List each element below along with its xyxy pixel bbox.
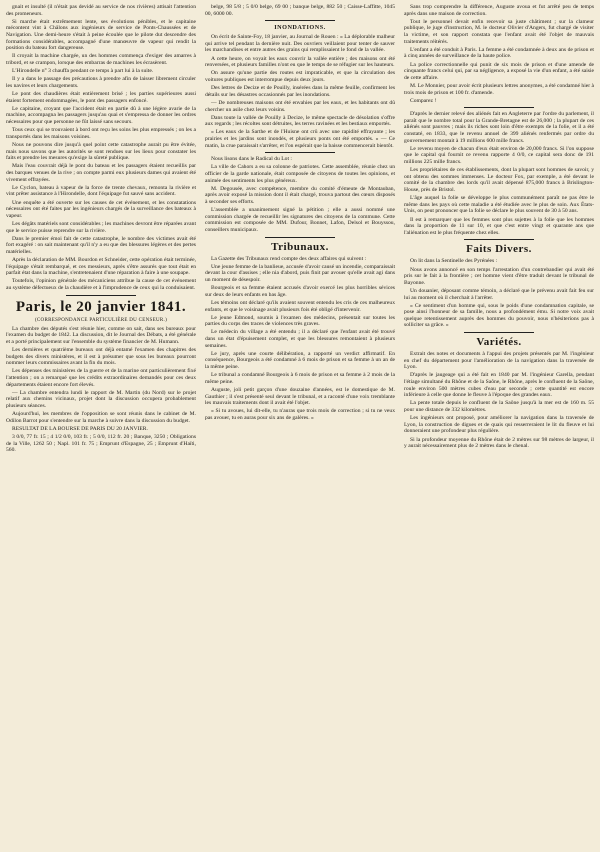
paragraph: Comparez !: [410, 97, 437, 104]
paragraph: Les propriétaires de ces établissements, dont la plupart sont hommes de savoir, y ont obtenu des sommes immenses. Le docteur Fox, par exemple, a été devant le comité de la chambre des lords qu'il avait dépensé 875,000 francs à Brislington-House, près de Bristol.: [404, 167, 594, 193]
columns: [6, 4, 594, 852]
section-divider: [464, 332, 534, 333]
paragraph: L'assemblée a unanimement signé la pétition ; elle a aussi nommé une commission chargée de recueillir les signatures des citoyens de la commune. Cette commission est composée de MM. Dufour, Bonnet, Lafon, Delsol et Bouyssou, conseillers municipaux.: [205, 207, 395, 233]
paragraph: M. Le Monnier, pour avoir écrit plusieurs lettres anonymes, a été condamné hier à trois mois de prison et 100 fr. d'amende.: [404, 82, 594, 96]
paragraph: Il croyait la machine chargée, un des hommes commença d'exiger des amarres à tribord, et se crampon, lorsque des embarras de machines les écrasèrent.: [6, 53, 196, 66]
paragraph: Des lettres de Decize et de Pouilly, insérées dans la même feuille, confirment les détails sur les désastres occasionnés par les inondations.: [205, 85, 395, 98]
paragraph: « Ce sentiment d'un homme qui, sous le poids d'une condamnation capitale, se pose ainsi l'honneur de sa famille, nous a profondément ému. Si notre voix avait quelque retentissement auprès des hommes du pouvoir, nous n'hésiterions pas à solliciter sa grâce. »: [404, 302, 594, 329]
column-2: [205, 4, 395, 852]
paragraph: On assure qu'une partie des routes est impraticable, et que la circulation des voitures publiques est interrompue depuis deux jours.: [205, 70, 395, 83]
paragraph: Toutefois, l'opinion générale des mécaniciens attribue la cause de cet événement au système défectueux de la chaudière et à l'imprudence de ceux qui la conduisaient.: [6, 278, 196, 292]
paragraph: Le tribunal a condamné Bourgeois à 6 mois de prison et sa femme à 2 mois de la même peine.: [205, 372, 395, 385]
paragraph: Si la profondeur moyenne du Rhône était de 2 mètres sur 98 mètres de largeur, il y aurait nécessairement plus de 2 mètres dans le chenal.: [404, 436, 594, 450]
paragraph: Il y a dans le passage des précautions à prendre afin de laisser librement circuler les navires et leurs chargements.: [6, 76, 196, 89]
paragraph: Si marche était extrêmement lente, ses évolutions pénibles, et le capitaine mécontent vint à Châlons aux ingénieurs de service de Ponts-Chaussées et de Navigation. Une demi-heure s'était à peine écoulée que le pilote dut descendre des formations considérables, accompagné d'une manœuvre de vapeur qui rendit la position du bateau fort dangereuse.: [6, 18, 196, 52]
paragraph: Sans trop comprendre la différence, Auguste avoua et fut arrêté peu de temps après dans une maison de correction.: [404, 4, 594, 17]
paragraph: Le Cyclon, bateau à vapeur de la force de trente chevaux, remonta la rivière et vint prêter assistance à l'Hirondelle, dont l'équipage fut sauvé sans accident.: [6, 184, 196, 198]
paragraph: Auguste, joli petit garçon d'une douzaine d'années, est le domestique de M. Gauthier ; il s'est présenté seul devant le tribunal, et a raconté d'une voix tremblante les mauvais traitements dont il avait été l'objet.: [205, 387, 395, 407]
section-divider: [265, 152, 335, 153]
paragraph: Le jeune Edmond, soumis à l'examen des médecins, présentait sur toutes les parties du corps des traces de violences très graves.: [205, 314, 395, 328]
paragraph: M. Degousée, avec compétence, membre du comité d'émeute de Montauban, après avoir exposé la mission dont il était chargé, trouva partout des cœurs disposés à seconder ses efforts.: [205, 185, 395, 205]
paragraph: Nous avons annoncé en son temps l'arrestation d'un contrebandier qui avait été pris sur le fait à la frontière ; cet homme vient d'être traduit devant le tribunal de Bayonne.: [404, 266, 594, 286]
paragraph: Les dégâts matériels sont considérables ; les machines devront être réparées avant que le service puisse reprendre sur la rivière.: [6, 220, 196, 234]
paragraph: Une enquête a été ouverte sur les causes de cet événement, et les constatations nécessaires ont été faites par les ingénieurs chargés de la surveillance des bateaux à vapeur.: [6, 199, 196, 219]
paragraph: Après la déclaration de MM. Bourdon et Schneider, cette opération était terminée, l'équipage s'était rembarqué, et ces messieurs, après s'être assurés que tout était en parfait état dans la machine, s'entretenaient d'une réparation à faire à une soupape.: [6, 257, 196, 277]
paragraph: La chambre des députés s'est réunie hier, comme on sait, dans ses bureaux pour l'examen du budget de 1842. La discussion, dit le Journal des Débats, a été générale et a porté principalement sur l'ensemble du système financier de M. Humann.: [6, 325, 196, 345]
section-heading: INONDATIONS.: [274, 24, 326, 32]
paragraph: Les ingénieurs ont proposé, pour améliorer la navigation dans la traversée de Lyon, la construction de digues et de quais qui resserreraient le lit du fleuve et lui donneraient une profondeur plus régulière.: [404, 415, 594, 435]
paragraph: Dans le premier émoi fait de cette catastrophe, le nombre des victimes avait été fort exagéré : on sait maintenant qu'il n'y a eu que des blessures légères et des pertes matérielles.: [6, 235, 196, 255]
paragraph: Bourgeois et sa femme étaient accusés d'avoir exercé les plus horribles sévices sur deux de leurs enfants en bas âge.: [205, 285, 395, 298]
paragraph: Le revenu moyen de chacun d'eux était environ de 20,000 francs. Si l'on suppose que le capital qui fournit ce revenu rapporte 4 0/0, ce capital sera donc de 191 millions 225 mille francs.: [404, 145, 594, 166]
paragraph: Nous ne pouvons dire jusqu'à quel point cette catastrophe aurait pu être évitée, mais nous savons que les autorités se sont rendues sur les lieux pour constater les faits et prendre les mesures qu'exige la sûreté publique.: [6, 142, 196, 162]
paragraph: Aujourd'hui, les membres de l'opposition se sont réunis dans le cabinet de M. Odilon Barrot pour s'entendre sur la marche à suivre dans la discussion du budget.: [6, 411, 196, 424]
section-heading: Tribunaux.: [271, 240, 329, 253]
paragraph: Extrait des notes et documents à l'appui des projets présentés par M. l'ingénieur en chef du département pour l'amélioration de la navigation dans la traversée de Lyon.: [404, 351, 594, 371]
paragraph: La Gazette des Tribunaux rend compte des deux affaires qui suivent :: [211, 255, 367, 262]
paragraph: La pente totale depuis le confluent de la Saône jusqu'à la mer est de 160 m. 55 pour une distance de 332 kilomètres.: [404, 400, 594, 413]
paragraph: Il est à remarquer que les femmes sont plus sujettes à la folie que les hommes dans la proportion de 11 sur 10, et que c'est entre vingt et quarante ans que l'aliénation est le plus fréquente chez elles.: [404, 216, 594, 236]
section-divider: [265, 20, 335, 21]
paragraph: On écrit de Sainte-Foy, 18 janvier, au Journal de Rouen : « La déplorable malheur qui arrive tel pendant la dernière nuit. Des ouvriers veillaient pour tenter de sauver les marchandises et entre autres des grains qui remplissaient le fond de la vallée.: [205, 34, 395, 54]
paragraph: A cette heure, on voyait les eaux couvrir la vallée entière ; des maisons ont été renversées, et plusieurs familles n'ont eu que le temps de se réfugier sur les hauteurs.: [205, 55, 395, 69]
paragraph: Le capitaine, croyant que l'accident était en partie dû à une légère avarie de la machine, accompagna les passagers jusqu'au quai et s'empressa de donner les ordres nécessaires pour que personne ne fût laissé sans secours.: [6, 105, 196, 126]
paragraph: Une jeune femme de la banlieue, accusée d'avoir causé un incendie, comparaissait devant la cour d'assises ; elle nia d'abord, puis finit par avouer qu'elle avait agi dans un moment de désespoir.: [205, 263, 395, 283]
paragraph: Mais l'eau couvrait déjà le pont du bateau et les passagers étaient recueillis par des barques venues de la rive ; on compte parmi eux plusieurs dames qui avaient été vivement effrayées.: [6, 163, 196, 183]
paragraph: Les dernières et quatrième bureaux ont déjà entamé l'examen des chapitres des budgets des divers ministères, et il est à présumer que sous les bureaux pourront nommer leurs commissaires avant la fin du mois.: [6, 347, 196, 367]
section-divider: [265, 237, 335, 238]
section-divider: [464, 239, 534, 240]
paragraph: Le médecin du village a été entendu ; il a déclaré que l'enfant avait été trouvé dans un état d'épuisement complet, et que les blessures remontaient à plusieurs semaines.: [205, 329, 395, 349]
paragraph: Tout le personnel devait enfin recevoir sa juste châtiment ; sur la clameur publique, le juge d'instruction, M. le docteur Olivier d'Angers, fut chargé de visiter la victime, et son rapport constata que l'enfant avait été l'objet de mauvais traitements réitérés.: [404, 18, 594, 45]
paragraph: D'après le dernier relevé des aliénés fait en Angleterre par l'ordre du parlement, il paraît que le nombre total pour la Grande-Bretagne est de 26,000 ; la plupart de ces aliénés sont pauvres ; mais ils riches sont loin d'être exempts de la folie, et il a été constaté, en 1833, que le revenu annuel de 399 aliénés renfermés par ordre du gouvernement montait à 19 millions 600 mille francs.: [404, 111, 594, 144]
paragraph: Un douanier, déposant comme témoin, a déclaré que le prévenu avait fait feu sur lui au moment où il cherchait à l'arrêter.: [404, 287, 594, 301]
paragraph: gnait et insulté (il n'était pas devidé au service de nos rivières) attisait l'attention des promeneurs.: [6, 4, 196, 17]
section-heading: Variétés.: [476, 336, 522, 349]
paragraph: « Si tu avoues, lui dit-elle, tu n'auras que trois mois de correction ; si tu ne veux pas avouer, tu en auras pour six ans de galères. »: [205, 408, 395, 421]
paragraph: L'âge auquel la folie se développe le plus communément paraît ne pas être le même dans les pays où cette maladie a été étudiée avec le plus de soin. Aux États-Unis, on peut prononcer que la folie se déclare le plus souvent de 30 à 50 ans.: [404, 195, 594, 215]
section-divider: [464, 107, 534, 108]
paragraph: — La chambre entendra lundi le rapport de M. Martin (du Nord) sur le projet relatif aux chemins vicinaux, projet dont la discussion occupera probablement plusieurs séances.: [6, 389, 196, 409]
section-heading: Paris, le 20 janvier 1841.: [15, 298, 187, 315]
column-3: [404, 4, 594, 852]
paragraph: « Les eaux de la Sarthe et de l'Huisne ont crû avec une rapidité effrayante ; les prairies et les jardins sont inondés, et plusieurs ponts ont été emportés. » — Ce matin, la crue paraissait s'arrêter, et l'on espérait que la baisse commencerait bientôt.: [205, 129, 395, 149]
paragraph: 3 0/0, 77 fr. 15 ; 4 1/2 0/0, 103 fr. ; 5 0/0, 112 fr. 20 ; Banque, 3250 ; Obligations de la Ville, 1262 50 ; Napl. 101 fr. 75 ; Emprunt d'Espagne, 25 ; Emprunt d'Haïti, 560.: [6, 434, 196, 454]
paragraph: La police correctionnelle qui punit de six mois de prison et d'une amende de cinquante francs celui qui, par sa négligence, a exposé la vie d'un enfant, a été saisie de cette affaire.: [404, 61, 594, 81]
paragraph: RESULTAT DE LA BOURSE DE PARIS DU 20 JANVIER.: [12, 425, 148, 432]
paragraph: Le jury, après une courte délibération, a rapporté un verdict affirmatif. En conséquence, Bourgeois a été condamné à 6 mois de prison et sa femme à un an de la même peine.: [205, 350, 395, 371]
paragraph: belge, 98 5/8 ; 5 0/0 belge, 69 00 ; banque belge, 882 50 ; Caisse-Laffitte, 1045 00, 6000 00.: [205, 4, 395, 17]
paragraph: — De nombreuses maisons ont été envahies par les eaux, et les habitants ont dû chercher un asile chez leurs voisins.: [205, 99, 395, 113]
paragraph: Les dépenses des ministères de la guerre et de la marine ont particulièrement fixé l'attention ; on a remarqué que les crédits extraordinaires demandés pour ces deux départements étaient encore fort élevés.: [6, 368, 196, 388]
paragraph: Dans toute la vallée de Pouilly à Decize, le même spectacle de désolation s'offre aux regards ; les récoltes sont détruites, les terres ravinées et les bestiaux emportés.: [205, 114, 395, 128]
paragraph: L'enfant a été conduit à Paris. La femme a été condamnée à deux ans de prison et à cinq années de surveillance de la haute police.: [404, 46, 594, 60]
column-1: [6, 4, 196, 852]
section-divider: [66, 295, 136, 296]
section-subheading: (CORRESPONDANCE PARTICULIÈRE DU CENSEUR.): [34, 317, 168, 323]
paragraph: L'Hirondelle n° 3 chauffa pendant ce temps à part lui à la suite.: [12, 68, 154, 75]
paragraph: Les témoins ont déclaré qu'ils avaient souvent entendu les cris de ces malheureux enfants, et que le voisinage avait plusieurs fois été obligé d'intervenir.: [205, 299, 395, 313]
paragraph: On lit dans la Sentinelle des Pyrénées :: [410, 258, 498, 265]
paragraph: D'après le jaugeage qui a été fait en 1840 par M. l'ingénieur Garella, pendant l'étiage simultané du Rhône et de la Saône, le Rhône, après le confluent de la Saône, roule environ 500 mètres cubes d'eau par seconde ; cette quantité est encore inférieure à celle que donne le fleuve à l'époque des grandes eaux.: [404, 372, 594, 399]
paragraph: La ville de Cahors a eu sa colonne de patriotes. Cette assemblée, réunie chez un officier de la garde nationale, était composée de citoyens de toutes les opinions, et animée des sentiments les plus généreux.: [205, 164, 395, 184]
paragraph: Nous lisons dans le Radical du Lot :: [211, 156, 292, 163]
section-heading: Faits Divers.: [466, 243, 532, 256]
paragraph: Tous ceux qui se trouvaient à bord ont reçu les soins les plus empressés ; on les a transportés dans les maisons voisines.: [6, 127, 196, 140]
paragraph: Le pont des chaudières était entièrement brisé ; les parties supérieures aussi étaient fortement endommagées, le pont des passagers enfoncé.: [6, 91, 196, 104]
